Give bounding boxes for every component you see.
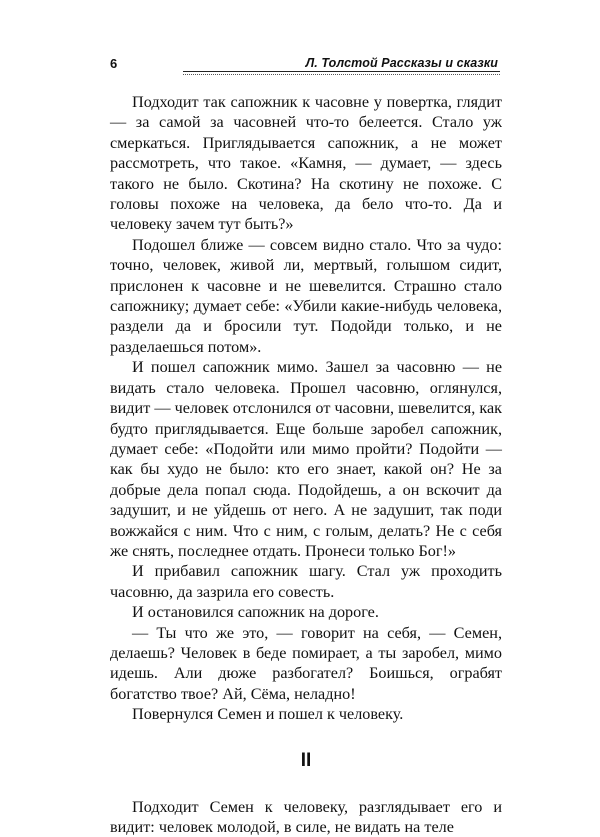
page-number: 6: [110, 56, 118, 71]
header-rule: [183, 71, 500, 72]
paragraph: — Ты что же это, — говорит на себя, — Семен, делаешь? Человек в беде помирает, а ты заробел, мимо идешь. Али дюже разбогател? Боишься, ограбят богатство твое? Ай, Сёма, неладно!: [110, 623, 502, 703]
paragraph: Подходит так сапожник к часовне у повертка, глядит — за самой за часовней что-то белеется. Стало уж смеркаться. Приглядывается сапожник, а не может рассмотреть, что такое. «Камня, — думает, — здесь такого не было. Скотина? На скотину не похоже. С головы похоже на человека, да бело что-то. Да и человеку зачем тут быть?»: [110, 93, 502, 234]
paragraph: И прибавил сапожник шагу. Стал уж проходить часовню, да зазрила его совесть.: [110, 562, 502, 601]
paragraph: И пошел сапожник мимо. Зашел за часовню — не видать стало человека. Прошел часовню, оглянулся, видит — человек отслонился от часовни, шевелится, как будто приглядывается. Еще больше заробел сапожник, думает себе: «Подойти или мимо пройти? Подойти — как бы худо не было: кто его знает, какой он? Не за добрые дела попал сюда. Подойдешь, а он вскочит да задушит, и не уйдешь от него. А не задушит, так поди вожжайся с ним. Что с ним, с голым, делать? Не с себя же снять, последнее отдать. Пронеси только Бог!»: [110, 358, 502, 560]
chapter-heading: II: [300, 749, 312, 771]
header-rule-dotted: [183, 74, 500, 75]
paragraph: Подходит Семен к человеку, разглядывает его и видит: человек молодой, в силе, не видать на теле: [110, 797, 502, 836]
paragraph: И остановился сапожник на дороге.: [132, 603, 379, 622]
paragraph: Подошел ближе — совсем видно стало. Что за чудо: точно, человек, живой ли, мертвый, голышом сидит, прислонен к часовне и не шевелится. Страшно стало сапожнику; думает себе: «Убили какие-нибудь человека, раздели да и бросили тут. Подойди только, и не разделаешься потом».: [110, 235, 502, 356]
running-title: Л. Толстой Рассказы и сказки: [305, 56, 498, 70]
paragraph: Повернулся Семен и пошел к человеку.: [132, 705, 404, 724]
body-text: [110, 92, 502, 837]
